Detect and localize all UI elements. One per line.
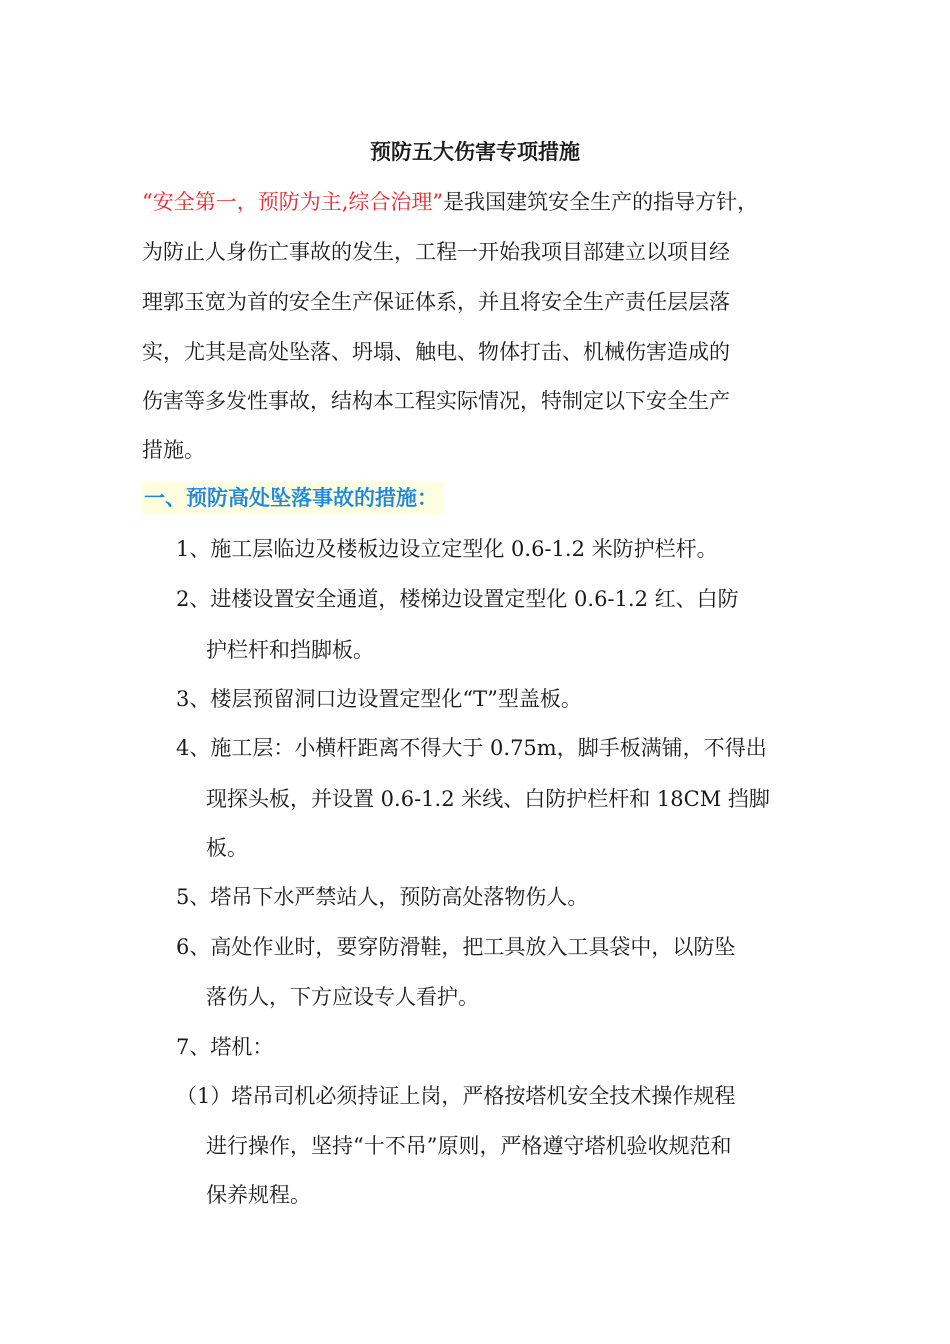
intro-line-3: 理郭玉宽为首的安全生产保证体系，并且将安全生产责任层层落 bbox=[142, 290, 730, 314]
item-6: 6、高处作业时，要穿防滑鞋，把工具放入工具袋中，以防坠 bbox=[176, 935, 736, 959]
item-4: 4、施工层：小横杆距离不得大于 0.75m，脚手板满铺，不得出 bbox=[176, 736, 767, 760]
item-7: 7、塔机： bbox=[176, 1035, 274, 1059]
document-title: 预防五大伤害专项措施 bbox=[370, 139, 580, 164]
intro-line-4: 实，尤其是高处坠落、坍塌、触电、物体打击、机械伤害造成的 bbox=[142, 340, 730, 364]
item-3: 3、楼层预留洞口边设置定型化“T”型盖板。 bbox=[176, 687, 582, 711]
intro-line-6: 措施。 bbox=[142, 438, 205, 462]
item-7-sub-1-cont-1: 进行操作，坚持“十不吊”原则，严格遵守塔机验收规范和 bbox=[206, 1134, 732, 1158]
intro-quote: “安全第一，预防为主,综合治理” bbox=[142, 190, 444, 214]
item-2: 2、进楼设置安全通道，楼梯边设置定型化 0.6-1.2 红、白防 bbox=[176, 587, 739, 611]
item-2-cont: 护栏杆和挡脚板。 bbox=[206, 638, 374, 662]
item-1: 1、施工层临边及楼板边设立定型化 0.6-1.2 米防护栏杆。 bbox=[176, 537, 718, 561]
item-6-cont: 落伤人，下方应设专人看护。 bbox=[206, 985, 479, 1009]
item-7-sub-1-cont-2: 保养规程。 bbox=[206, 1183, 311, 1207]
section-heading: 一、预防高处坠落事故的措施： bbox=[142, 482, 444, 514]
intro-line-1-rest: 是我国建筑安全生产的指导方针， bbox=[443, 190, 759, 214]
intro-line-2: 为防止人身伤亡事故的发生，工程一开始我项目部建立以项目经 bbox=[142, 240, 730, 264]
item-4-cont-2: 板。 bbox=[206, 836, 248, 860]
item-7-sub-1: （1）塔吊司机必须持证上岗，严格按塔机安全技术操作规程 bbox=[176, 1084, 736, 1108]
intro-line-5: 伤害等多发性事故，结构本工程实际情况，特制定以下安全生产 bbox=[142, 389, 730, 413]
item-5: 5、塔吊下水严禁站人，预防高处落物伤人。 bbox=[176, 885, 589, 909]
intro-line-1 bbox=[142, 186, 758, 218]
item-4-cont-1: 现探头板，并设置 0.6-1.2 米线、白防护栏杆和 18CM 挡脚 bbox=[206, 787, 770, 811]
